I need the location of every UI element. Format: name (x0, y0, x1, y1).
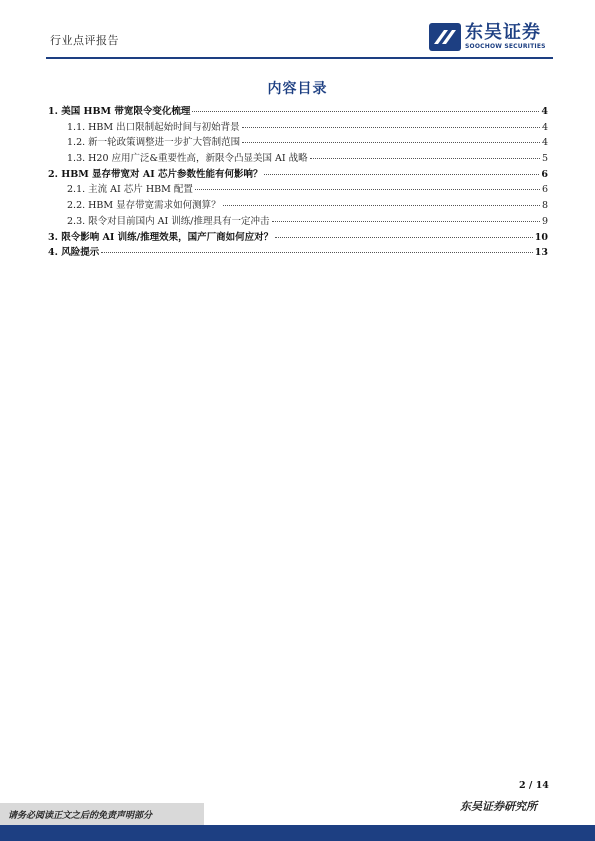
toc-entry[interactable] (48, 229, 548, 245)
toc-entry-page: 10 (534, 231, 548, 243)
toc-entry[interactable] (48, 197, 548, 213)
toc-dot-leader (242, 126, 540, 128)
toc-entry[interactable] (48, 150, 548, 166)
page-number: 2 / 14 (519, 780, 549, 791)
toc-entry-text: 2.2. HBM 显存带宽需求如何测算？ (67, 200, 221, 212)
toc-entry-text: 1. 美国 HBM 带宽限令变化梳理 (48, 106, 191, 117)
toc-title: 内容目录 (267, 81, 328, 97)
toc-entry[interactable] (48, 213, 548, 229)
toc-entry[interactable] (48, 119, 548, 135)
report-category: 行业点评报告 (50, 34, 119, 47)
company-logo (428, 20, 553, 54)
footer-disclaimer: 请务必阅读正文之后的免责声明部分 (8, 810, 153, 821)
toc-entry[interactable] (48, 134, 548, 150)
header-divider (46, 57, 553, 59)
toc-entry[interactable] (48, 166, 548, 182)
table-of-contents (48, 103, 548, 260)
toc-entry-text: 1.1. HBM 出口限制起始时间与初始背景 (67, 121, 240, 133)
toc-entry-text: 1.2. 新一轮政策调整进一步扩大管制范围 (67, 137, 241, 149)
toc-dot-leader (275, 236, 533, 238)
soochow-logo-icon (428, 22, 462, 52)
toc-entry[interactable] (48, 103, 548, 119)
toc-entry-page: 13 (534, 247, 548, 259)
footer-institute: 东吴证券研究所 (460, 800, 537, 813)
footer-disclaimer-box (0, 803, 204, 825)
toc-entry-page: 4 (541, 106, 548, 117)
toc-entry-page: 4 (541, 137, 548, 149)
toc-entry-page: 5 (541, 153, 548, 165)
toc-entry-page: 8 (541, 200, 548, 212)
toc-entry-text: 3. 限令影响 AI 训练/推理效果，国产厂商如何应对？ (48, 231, 274, 243)
toc-dot-leader (101, 251, 533, 253)
toc-entry[interactable] (48, 181, 548, 197)
toc-entry-text: 2.1. 主流 AI 芯片 HBM 配置 (67, 184, 193, 196)
logo-name-cn: 东吴证券 (465, 22, 541, 43)
toc-entry-page: 4 (541, 121, 548, 133)
toc-entry-text: 2.3. 限令对目前国内 AI 训练/推理具有一定冲击 (67, 215, 270, 227)
toc-entry-page: 6 (541, 168, 548, 180)
toc-dot-leader (272, 220, 540, 222)
logo-name-en: SOOCHOW SECURITIES (465, 43, 546, 50)
toc-entry[interactable] (48, 244, 548, 260)
toc-dot-leader (310, 157, 540, 159)
toc-dot-leader (192, 110, 539, 112)
toc-entry-text: 2. HBM 显存带宽对 AI 芯片参数性能有何影响？ (48, 168, 263, 180)
toc-entry-text: 1.3. H20 应用广泛&重要性高，新限令凸显美国 AI 战略 (67, 153, 308, 165)
toc-entry-page: 6 (541, 184, 548, 196)
toc-dot-leader (223, 204, 540, 206)
toc-dot-leader (242, 141, 540, 143)
toc-entry-text: 4. 风险提示 (48, 247, 100, 259)
toc-entry-page: 9 (541, 215, 548, 227)
toc-dot-leader (264, 173, 539, 175)
footer-band (0, 825, 595, 841)
toc-dot-leader (195, 188, 540, 190)
